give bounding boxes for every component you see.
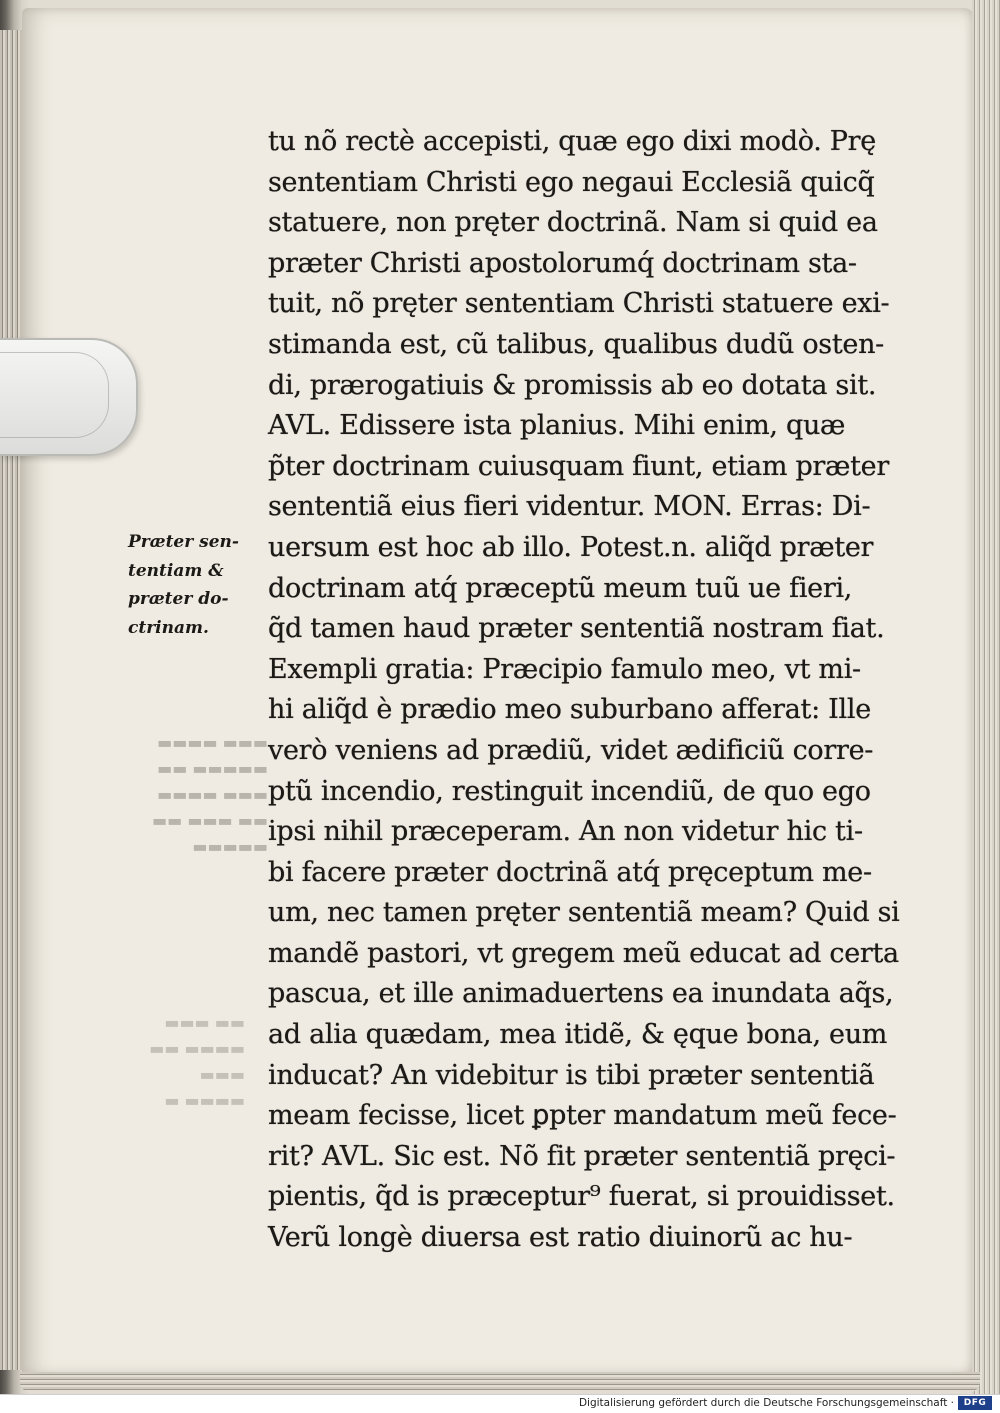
bookmark-tab-fold	[0, 352, 109, 438]
bleed-through-mark: ▬▬▬	[199, 1065, 245, 1084]
bleed-through-mark: ▬▬▬▬ ▬▬	[149, 1039, 245, 1058]
left-page-edges	[0, 30, 22, 1370]
text-line: hi aliq̃d è prædio meo suburbano afferat: Ille	[268, 694, 871, 726]
text-line: ptũ incendio, restinguit incendiũ, de quo ego	[268, 775, 871, 807]
bleed-through-mark: ▬▬▬ ▬▬▬▬	[157, 785, 268, 804]
text-line: verò veniens ad prædiũ, videt ædificiũ corre-	[268, 734, 874, 766]
text-line: inducat? An videbitur is tibi præter sententiã	[268, 1059, 875, 1091]
marginal-note-line: Præter sen-	[128, 532, 239, 552]
text-line: ipsi nihil præceperam. An non videtur hic ti-	[268, 816, 863, 848]
footer-divider	[0, 1394, 1000, 1395]
text-line: mandẽ pastori, vt gregem meũ educat ad certa	[268, 937, 899, 969]
dfg-logo-icon[interactable]: DFG	[958, 1396, 992, 1410]
marginal-note	[128, 528, 264, 642]
text-line: sententiam Christi ego negaui Ecclesiã quicq̃	[268, 166, 875, 198]
bleed-through-mark: ▬▬▬▬▬	[192, 837, 268, 856]
bleed-through-shadow	[135, 1010, 245, 1114]
text-line: pascua, et ille animaduertens ea inundata aq̃s,	[268, 978, 894, 1010]
text-line: Exempli gratia: Præcipio famulo meo, vt mi-	[268, 653, 861, 685]
text-line: stimanda est, cũ talibus, qualibus dudũ osten-	[268, 328, 884, 360]
text-line: sententiã eius fieri videntur. MON. Erras: Di-	[268, 491, 871, 523]
bleed-through-mark: ▬▬▬▬▬ ▬▬	[157, 759, 268, 778]
text-line: tuit, nõ pręter sententiam Christi statuere exi-	[268, 288, 890, 320]
bleed-through-shadow	[138, 730, 268, 860]
marginal-note-line: tentiam &	[128, 560, 224, 581]
text-line: p̃ter doctrinam cuiusquam fiunt, etiam præter	[268, 450, 889, 482]
text-line: ad alia quædam, mea itidẽ, & ęque bona, eum	[268, 1019, 888, 1051]
text-line: meam fecisse, licet ꝑpter mandatum meũ fece-	[268, 1100, 897, 1132]
text-line: rit? AVL. Sic est. Nõ fit præter sententiã pręci-	[268, 1140, 896, 1172]
bleed-through-mark: ▬▬ ▬▬▬	[164, 1013, 245, 1032]
bleed-through-mark: ▬▬ ▬▬▬ ▬▬	[152, 811, 268, 830]
text-line: Verũ longè diuersa est ratio diuinorũ ac hu-	[268, 1222, 853, 1254]
text-line: pientis, q̃d is præceptur⁹ fuerat, si prouidisset.	[268, 1181, 895, 1213]
text-line: statuere, non pręter doctrinã. Nam si quid ea	[268, 207, 878, 239]
text-line: doctrinam atq́ præceptũ meum tuũ ue fieri,	[268, 572, 853, 604]
text-line: bi facere præter doctrinã atq́ pręceptum me-	[268, 856, 872, 888]
text-line: um, nec tamen pręter sententiã meam? Quid si	[268, 897, 900, 929]
text-line: tu nõ rectè accepisti, quæ ego dixi modò. Prę	[268, 126, 876, 157]
right-page-edges	[972, 0, 1000, 1395]
bottom-page-edges	[20, 1372, 980, 1392]
text-line: di, prærogatiuis & promissis ab eo dotata sit.	[268, 369, 877, 401]
bleed-through-mark: ▬▬▬▬ ▬	[164, 1091, 245, 1110]
marginal-note-line: præter do-	[128, 589, 229, 609]
bleed-through-mark: ▬▬▬ ▬▬▬▬	[157, 733, 268, 752]
text-line: q̃d tamen haud præter sententiã nostram fiat.	[268, 613, 885, 645]
marginal-note-line: ctrinam.	[128, 617, 209, 638]
text-line: uersum est hoc ab illo. Potest.n. aliq̃d præter	[268, 531, 874, 563]
main-text-block	[268, 122, 944, 1259]
text-line: præter Christi apostolorumq́ doctrinam sta-	[268, 247, 857, 279]
funding-credit: Digitalisierung gefördert durch die Deutsche Forschungsgemeinschaft ·	[578, 1397, 954, 1409]
text-line: AVL. Edissere ista planius. Mihi enim, quæ	[268, 410, 846, 442]
